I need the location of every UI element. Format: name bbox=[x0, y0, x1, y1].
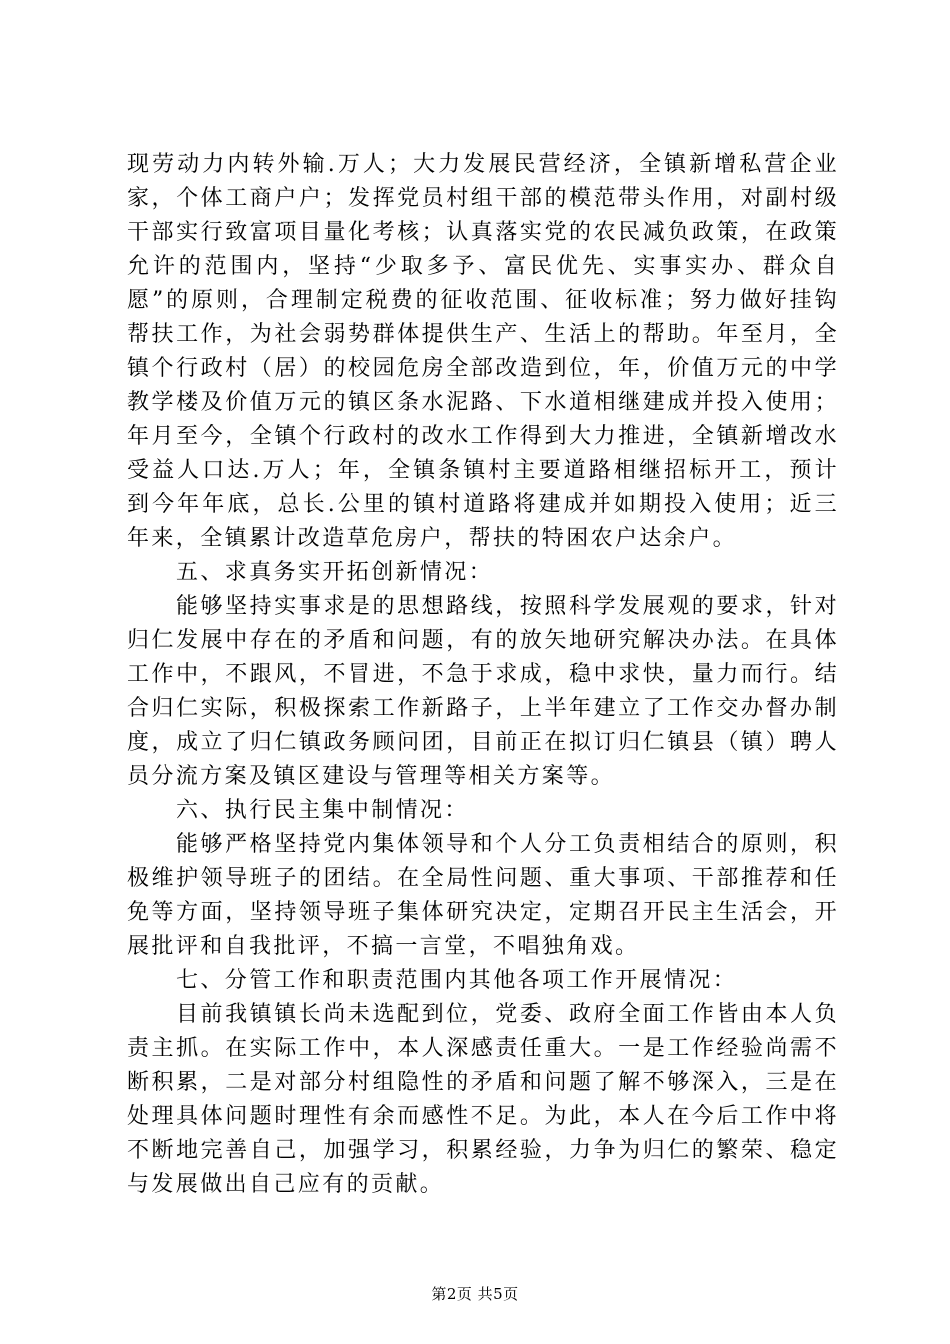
page-number-footer: 第2页 共5页 bbox=[431, 1285, 519, 1303]
paragraph-section-6: 能够严格坚持党内集体领导和个人分工负责相结合的原则，积极维护领导班子的团结。在全局性问题、重大事项、干部推荐和任免等方面，坚持领导班子集体研究决定，定期召开民主生活会，开展批评和自我批评，不搞一言堂，不唱独角戏。 bbox=[127, 832, 839, 959]
section-heading-5: 五、求真务实开拓创新情况： bbox=[176, 560, 494, 585]
paragraph-section-7: 目前我镇镇长尚未选配到位，党委、政府全面工作皆由本人负责主抓。在实际工作中，本人深感责任重大。一是工作经验尚需不断积累，二是对部分村组隐性的矛盾和问题了解不够深入，三是在处理具体问题时理性有余而感性不足。为此，本人在今后工作中将不断地完善自己，加强学习，积累经验，力争为归仁的繁荣、稳定与发展做出自己应有的贡献。 bbox=[127, 1002, 839, 1197]
document-body bbox=[127, 148, 839, 1202]
section-heading-6: 六、执行民主集中制情况： bbox=[176, 798, 469, 823]
section-heading-7: 七、分管工作和职责范围内其他各项工作开展情况： bbox=[176, 968, 738, 993]
paragraph-section-5: 能够坚持实事求是的思想路线，按照科学发展观的要求，针对归仁发展中存在的矛盾和问题，有的放矢地研究解决办法。在具体工作中，不跟风，不冒进，不急于求成，稳中求快，量力而行。结合归仁实际，积极探索工作新路子，上半年建立了工作交办督办制度，成立了归仁镇政务顾问团，目前正在拟订归仁镇县（镇）聘人员分流方案及镇区建设与管理等相关方案等。 bbox=[127, 594, 839, 789]
paragraph-continuation: 现劳动力内转外输.万人；大力发展民营经济，全镇新增私营企业家，个体工商户户；发挥党员村组干部的模范带头作用，对副村级干部实行致富项目量化考核；认真落实党的农民减负政策，在政策允许的范围内，坚持“少取多予、富民优先、实事实办、群众自愿”的原则，合理制定税费的征收范围、征收标准；努力做好挂钩帮扶工作，为社会弱势群体提供生产、生活上的帮助。年至月，全镇个行政村（居）的校园危房全部改造到位，年，价值万元的中学教学楼及价值万元的镇区条水泥路、下水道相继建成并投入使用；年月至今，全镇个行政村的改水工作得到大力推进，全镇新增改水受益人口达.万人；年，全镇条镇村主要道路相继招标开工，预计到今年年底，总长.公里的镇村道路将建成并如期投入使用；近三年来，全镇累计改造草危房户，帮扶的特困农户达余户。 bbox=[127, 152, 839, 551]
